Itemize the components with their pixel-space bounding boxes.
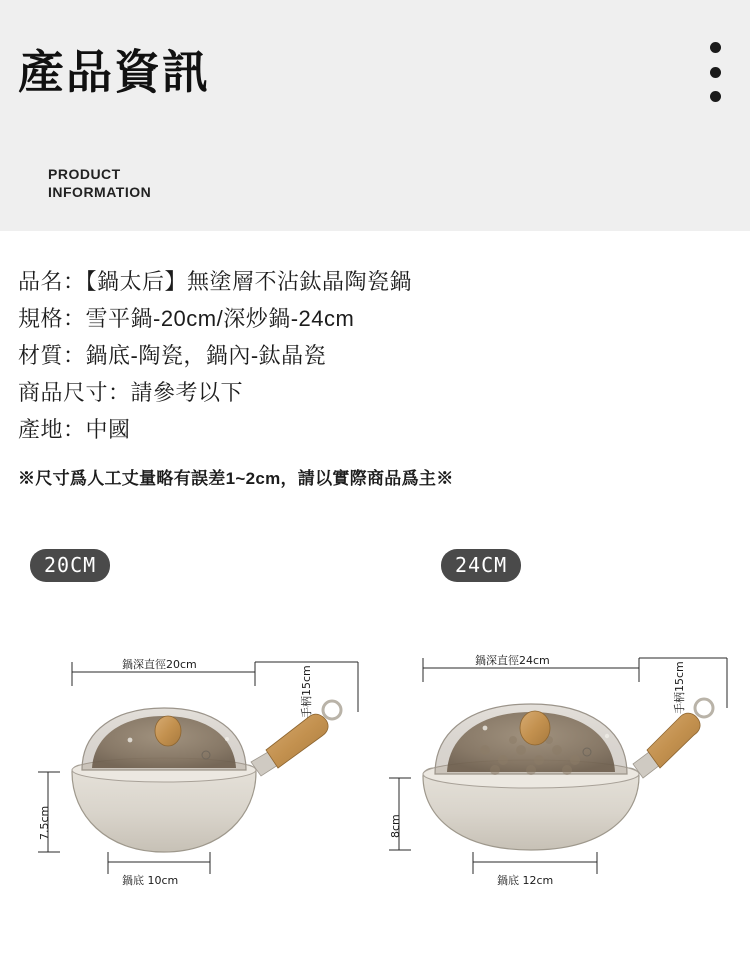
diagram-20cm	[10, 600, 370, 920]
badge-24cm: 24CM	[441, 549, 521, 582]
diagram-20cm-svg	[10, 600, 370, 920]
diagram-20cm-bottom-label: 鍋底 10cm	[122, 874, 179, 887]
page-header	[0, 0, 750, 231]
page-subtitle	[48, 165, 151, 201]
diagram-20cm-height-label: 7.5cm	[38, 805, 51, 840]
kebab-dot-2	[710, 67, 721, 78]
handle-20	[251, 701, 341, 776]
diagram-24cm-top-label: 鍋深直徑24cm	[475, 654, 550, 667]
page-title: 產品資訊	[18, 46, 210, 98]
product-diagrams	[0, 600, 750, 930]
diagram-24cm-svg	[375, 600, 745, 920]
kebab-dot-3	[710, 91, 721, 102]
diagram-20cm-top-label: 鍋深直徑20cm	[122, 658, 197, 671]
info-line-spec: 規格：雪平鍋-20cm/深炒鍋-24cm	[18, 306, 355, 331]
kebab-menu-icon[interactable]	[708, 42, 722, 102]
diagram-24cm-handle-label: 手柄15cm	[673, 661, 686, 714]
info-line-size: 商品尺寸：請參考以下	[18, 380, 244, 405]
info-note: ※尺寸爲人工丈量略有誤差1~2cm，請以實際商品爲主※	[18, 469, 454, 488]
diagram-20cm-handle-label: 手柄15cm	[300, 665, 313, 718]
info-line-name: 品名：【鍋太后】無塗層不沾鈦晶陶瓷鍋	[18, 269, 413, 294]
kebab-dot-1	[710, 42, 721, 53]
product-info-text	[0, 231, 750, 489]
diagram-24cm-bottom-label: 鍋底 12cm	[497, 874, 554, 887]
page-subtitle-line1: PRODUCT	[48, 166, 121, 182]
info-line-origin: 產地：中國	[18, 417, 131, 442]
diagram-24cm	[375, 600, 745, 920]
diagram-24cm-height-label: 8cm	[389, 814, 402, 838]
badge-20cm: 20CM	[30, 549, 110, 582]
info-line-material: 材質：鍋底-陶瓷，鍋內-鈦晶瓷	[18, 343, 327, 368]
page-subtitle-line2: INFORMATION	[48, 184, 152, 200]
size-badges	[0, 549, 750, 587]
